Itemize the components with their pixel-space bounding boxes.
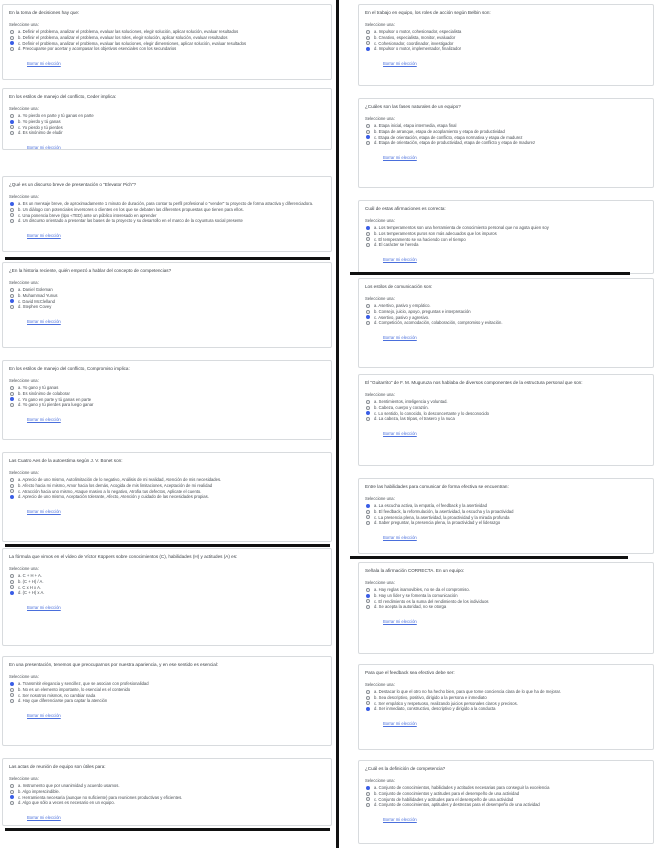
radio-unselected-icon[interactable]	[10, 386, 14, 390]
radio-unselected-icon[interactable]	[10, 801, 14, 805]
answer-option-label: b. El feedback, la reformulación, la asertividad, la escucha y la proactividad	[374, 509, 514, 514]
separator-line-3	[5, 544, 330, 547]
select-one-label: Seleccione una:	[9, 280, 39, 285]
answer-option-label: c. El temperamento se va haciendo con el tiempo	[374, 236, 466, 242]
radio-unselected-icon[interactable]	[10, 36, 14, 40]
select-one-label: Seleccione una:	[365, 496, 395, 501]
answer-option-label: d. Ser inmediato, constructivo, descriptivo y dirigido a la conducta	[374, 706, 496, 712]
radio-selected-icon[interactable]	[366, 315, 370, 319]
radio-unselected-icon[interactable]	[10, 131, 14, 135]
answer-option-label: a. Instrumento que por unanimidad y acuerdo usamos.	[18, 783, 120, 789]
answer-option-label: a. Es un mensaje breve, de aproximadamente 1 minuto de duración, para contar tu perfil profesional o "vender" tu proyecto de forma atractiva y diferenciadora.	[18, 201, 314, 207]
radio-selected-icon[interactable]	[366, 135, 370, 139]
clear-choice-link[interactable]: Borrar mi elección	[27, 318, 61, 324]
radio-unselected-icon[interactable]	[366, 515, 370, 519]
radio-selected-icon[interactable]	[366, 411, 370, 415]
answer-option-label: b. Creativo, especialista, monitor, evaluador	[374, 35, 456, 40]
radio-unselected-icon[interactable]	[366, 588, 370, 592]
question-card	[2, 656, 332, 746]
question-card	[358, 98, 654, 188]
select-one-label: Seleccione una:	[365, 218, 395, 223]
radio-unselected-icon[interactable]	[366, 310, 370, 314]
select-one-label: Seleccione una:	[365, 22, 395, 27]
select-one-label: Seleccione una:	[365, 296, 395, 301]
clear-choice-link[interactable]: Borrar mi elección	[383, 334, 417, 340]
radio-unselected-icon[interactable]	[10, 47, 14, 51]
clear-choice-link[interactable]: Borrar mi elección	[383, 720, 417, 726]
answer-option-label: c. Cohesionador, coordinador, investigador	[374, 40, 454, 46]
radio-unselected-icon[interactable]	[366, 141, 370, 145]
radio-unselected-icon[interactable]	[10, 574, 14, 578]
clear-choice-link[interactable]: Borrar mi elección	[383, 430, 417, 436]
select-one-label: Seleccione una:	[9, 470, 39, 475]
clear-choice-link[interactable]: Borrar mi elección	[27, 60, 61, 66]
radio-unselected-icon[interactable]	[366, 701, 370, 705]
radio-unselected-icon[interactable]	[366, 237, 370, 241]
answer-option-label: a. Sentimientos, inteligencia y voluntad.	[374, 399, 448, 405]
radio-unselected-icon[interactable]	[366, 400, 370, 404]
clear-choice-link[interactable]: Borrar mi elección	[383, 154, 417, 160]
answer-option-label: c. Conjunto de habilidades y actitudes para el desempeño de una actividad	[374, 796, 514, 802]
answer-option-label: c. C x H x A.	[18, 584, 42, 590]
separator-line-2	[350, 272, 630, 275]
answer-option-label: c. Ser nosotros mismos, no cambiar nada	[18, 692, 96, 698]
answer-option-label: b. Un diálogo con potenciales inversores o clientes en los que se debaten las diferentes propuestas que tienen para ellos.	[18, 207, 244, 212]
clear-choice-link[interactable]: Borrar mi elección	[27, 814, 61, 820]
radio-unselected-icon[interactable]	[366, 690, 370, 694]
select-one-label: Seleccione una:	[365, 580, 395, 585]
radio-unselected-icon[interactable]	[10, 790, 14, 794]
radio-selected-icon[interactable]	[10, 41, 14, 45]
answer-option-label: c. Una ponencia breve (tipo «TED) ante un público interesado en aprender	[18, 212, 157, 218]
question-text: ¿En la historia reciente, quién empezó a hablar del concepto de competencias?	[9, 268, 172, 273]
question-card	[358, 374, 654, 466]
radio-selected-icon[interactable]	[10, 495, 14, 499]
answer-option-label: a. Impulsor o motor, cohesionador, especialista	[374, 29, 462, 35]
answer-option[interactable]	[365, 802, 647, 808]
radio-unselected-icon[interactable]	[366, 510, 370, 514]
select-one-label: Seleccione una:	[9, 378, 39, 383]
radio-unselected-icon[interactable]	[366, 521, 370, 525]
radio-unselected-icon[interactable]	[10, 484, 14, 488]
clear-choice-link[interactable]: Borrar mi elección	[27, 712, 61, 718]
answer-option[interactable]	[365, 520, 647, 526]
answer-option-label: b. Yo pierdo y tú ganas	[18, 119, 61, 124]
question-card	[2, 360, 332, 440]
answer-option-label: a. C + H + A.	[18, 573, 42, 579]
radio-unselected-icon[interactable]	[10, 585, 14, 589]
clear-choice-link[interactable]: Borrar mi elección	[27, 232, 61, 238]
clear-choice-link[interactable]: Borrar mi elección	[27, 604, 61, 610]
answer-option-label: b. Conjunto de conocimientos y actitudes para el desempeño de una actividad	[374, 791, 520, 796]
radio-unselected-icon[interactable]	[366, 124, 370, 128]
answer-option[interactable]	[9, 130, 325, 136]
radio-unselected-icon[interactable]	[10, 288, 14, 292]
answer-option-label: d. Saber preguntar, la presencia plena, la proactividad y el liderazgo	[374, 520, 501, 526]
question-card	[358, 478, 654, 554]
question-text: Las Cuatro Aes de la autoestima según J. V. Bonet son:	[9, 458, 123, 463]
radio-selected-icon[interactable]	[366, 504, 370, 508]
clear-choice-link[interactable]: Borrar mi elección	[383, 256, 417, 262]
question-card	[358, 4, 654, 86]
answer-option-label: c. Yo gano en parte y tú ganas en parte	[18, 396, 92, 402]
answer-option-label: d. Competición, acomodación, colaboración, compromiso y evitación.	[374, 320, 503, 326]
radio-unselected-icon[interactable]	[366, 792, 370, 796]
radio-unselected-icon[interactable]	[366, 599, 370, 603]
question-card	[2, 262, 332, 348]
radio-selected-icon[interactable]	[10, 120, 14, 124]
radio-unselected-icon[interactable]	[10, 688, 14, 692]
answer-option-label: c. El rendimiento es la suma del rendimiento de los individuos	[374, 598, 489, 604]
radio-selected-icon[interactable]	[10, 202, 14, 206]
radio-selected-icon[interactable]	[10, 795, 14, 799]
answer-option-label: c. Herramienta necesaria (aunque no suficiente) para reuniones productivas y eficientes.	[18, 794, 183, 800]
question-text: ¿Cuáles son las fases naturales de un equipo?	[365, 104, 461, 109]
question-card	[2, 176, 332, 252]
question-text: Los estilos de comunicación son:	[365, 284, 433, 289]
answer-option[interactable]	[365, 140, 647, 146]
radio-unselected-icon[interactable]	[366, 30, 370, 34]
question-card	[2, 452, 332, 542]
answer-option-label: b. Algo imprescindible.	[18, 789, 60, 794]
clear-choice-link[interactable]: Borrar mi elección	[27, 508, 61, 514]
answer-option-label: d. La cabeza, las tripas, el traserо y la nuca	[374, 416, 455, 422]
question-text: En los estilos de manejo del conflicto, Ceder implica:	[9, 94, 117, 99]
answer-option-label: b. Los temperamentos puros son más adecuados que los impuros	[374, 231, 497, 236]
clear-choice-link[interactable]: Borrar mi elección	[27, 416, 61, 422]
radio-unselected-icon[interactable]	[366, 696, 370, 700]
answer-option-label: a. Yo gano y tú ganas	[18, 385, 59, 391]
answer-option-label: a. Conjunto de conocimientos, habilidades y actitudes necesarias para conseguir la excelencia	[374, 785, 550, 791]
answer-option-label: c. Ser empático y respetuoso, realizando juicios personales claros y precisos.	[374, 700, 518, 706]
column-divider	[336, 0, 339, 848]
radio-selected-icon[interactable]	[366, 594, 370, 598]
question-card	[2, 548, 332, 646]
answer-option-label: a. Daniel Goleman	[18, 287, 53, 293]
question-text: ¿Cuál es la definición de competencia?	[365, 766, 446, 771]
answer-option-label: d. Algo que sólo a veces es necesario en un equipo.	[18, 800, 115, 806]
radio-unselected-icon[interactable]	[366, 406, 370, 410]
question-text: ¿Qué es un discurso breve de presentación o "Elevator Pich"?	[9, 182, 137, 187]
answer-option-label: a. Asertivo, pasivo y empático.	[374, 303, 431, 309]
select-one-label: Seleccione una:	[9, 776, 39, 781]
answer-option-label: a. Los temperamentos son una herramienta de conocimiento personal que no agota quien soy	[374, 225, 549, 231]
radio-unselected-icon[interactable]	[10, 125, 14, 129]
answer-option-label: a. La escucha activa, la empatía, el feedback y la asertividad	[374, 503, 487, 509]
answer-option[interactable]	[365, 706, 647, 712]
answer-option-label: a. Transmitir elegancia y sencillez, que se asocian con profesionalidad	[18, 681, 149, 687]
radio-unselected-icon[interactable]	[10, 478, 14, 482]
radio-unselected-icon[interactable]	[10, 784, 14, 788]
answer-option-label: d. Aprecio de uno mismo, Aceptación tolerante, Afecto, Atención y cuidado de las necesidades propias.	[18, 494, 209, 500]
answer-option-label: b. Muhammad Yunus	[18, 293, 58, 298]
answer-option[interactable]	[365, 46, 647, 52]
question-card	[358, 200, 654, 274]
select-one-label: Seleccione una:	[365, 392, 395, 397]
answer-option-label: d. Stephen Covey	[18, 304, 52, 310]
select-one-label: Seleccione una:	[365, 116, 395, 121]
radio-unselected-icon[interactable]	[366, 417, 370, 421]
answer-option[interactable]	[9, 304, 325, 310]
answer-option[interactable]	[9, 698, 325, 704]
radio-unselected-icon[interactable]	[366, 232, 370, 236]
radio-selected-icon[interactable]	[10, 682, 14, 686]
radio-unselected-icon[interactable]	[366, 130, 370, 134]
answer-option-label: d. Conjunto de conocimientos, aptitudes y destrezas para el desempeño de una actividad	[374, 802, 540, 808]
answer-option-label: c. Atracción hacia uno mismo, Ataque masivo a lo negativo, Atrofia tus defectos, Aplicate el cuento.	[18, 488, 202, 494]
answer-option[interactable]	[9, 494, 325, 500]
select-one-label: Seleccione una:	[9, 106, 39, 111]
radio-unselected-icon[interactable]	[10, 294, 14, 298]
answer-option-label: c. Etapa de orientación, etapa de conflicto, etapa normativa y etapa de madurez	[374, 134, 523, 140]
answer-option-label: d. Preocuparse por acertar y acompasar los objetivos esenciales con los secundarios	[18, 46, 177, 52]
clear-choice-link[interactable]: Borrar mi elección	[27, 144, 61, 150]
answer-option-label: c. La presencia plena, la asertividad, la proactividad y la mirada profunda	[374, 514, 510, 520]
question-card	[2, 4, 332, 80]
radio-selected-icon[interactable]	[366, 226, 370, 230]
select-one-label: Seleccione una:	[9, 566, 39, 571]
radio-unselected-icon[interactable]	[10, 699, 14, 703]
answer-option[interactable]	[365, 242, 647, 248]
answer-option-label: c. David McClelland	[18, 298, 56, 304]
question-text: En el trabajo en equipo, los roles de acción según Belbin son:	[365, 10, 491, 15]
question-text: La fórmula que vimos en el vídeo de Víctor Küppers sobre conocimientos (C), habilidades (H) y actitudes (A) es:	[9, 554, 238, 559]
select-one-label: Seleccione una:	[9, 674, 39, 679]
radio-unselected-icon[interactable]	[10, 219, 14, 223]
radio-selected-icon[interactable]	[10, 299, 14, 303]
answer-option-label: d. (C + H) x A.	[18, 590, 45, 596]
answer-option-label: a. Yo pierdo en parte y tú ganas en parte	[18, 113, 94, 119]
question-card	[358, 278, 654, 368]
answer-option[interactable]	[365, 604, 647, 610]
radio-unselected-icon[interactable]	[366, 797, 370, 801]
answer-option-label: a. Destacar lo que el otro no ha hecho bien, para que tome conciencia clara de lo que ha de mejorar.	[374, 689, 561, 695]
answer-option-label: a. Definir el problema, analizar el problema, evaluar las soluciones, elegir solución, aplicar solución, evaluar resultados	[18, 29, 239, 35]
radio-unselected-icon[interactable]	[10, 489, 14, 493]
answer-option-label: b. Consejo, juicio, apoyo, preguntas e interpretación	[374, 309, 471, 314]
question-text: Entre las habilidades para comunicar de forma efectiva se encuentran:	[365, 484, 509, 489]
answer-option[interactable]	[365, 416, 647, 422]
answer-option-label: d. Yo gano y tú pierdes para luego ganar	[18, 402, 94, 408]
question-card	[358, 760, 654, 844]
answer-option[interactable]	[9, 218, 325, 224]
separator-line-4	[350, 556, 628, 559]
answer-option-label: c. Lo sentido, lo conocido, lo desconcertante y lo desconocido	[374, 410, 489, 416]
clear-choice-link[interactable]: Borrar mi elección	[383, 618, 417, 624]
radio-unselected-icon[interactable]	[366, 36, 370, 40]
answer-option-label: b. Es sinónimo de colaborar	[18, 391, 70, 396]
question-card	[358, 562, 654, 654]
question-text: En una presentación, tenemos que preocuparnos por nuestra apariencia, y en ese sentido es esencial:	[9, 662, 219, 667]
answer-option-label: a. Hay reglas inamovibles, no se da el compromiso.	[374, 587, 470, 593]
answer-option-label: d. Un discurso orientado a presentar las bases de tu proyecto y su desarrollo en el marco de la coyuntura social presente	[18, 218, 243, 224]
radio-selected-icon[interactable]	[366, 707, 370, 711]
radio-unselected-icon[interactable]	[10, 114, 14, 118]
question-card	[358, 664, 654, 750]
answer-option-label: b. Definir el problema, analizar el problema, evaluar los roles, elegir solución, aplicar solución, evaluar resultados	[18, 35, 228, 40]
answer-option-label: b. Hay un líder y se fomenta la comunicación	[374, 593, 458, 598]
radio-unselected-icon[interactable]	[366, 321, 370, 325]
answer-option-label: d. Impulsor o motor, implementador, finalizador	[374, 46, 462, 52]
select-one-label: Seleccione una:	[365, 778, 395, 783]
radio-selected-icon[interactable]	[10, 591, 14, 595]
question-text: El "Guitarrito" de F. M. Muguruza nos hablaba de diversos componentes de la estructura personal que son:	[365, 380, 583, 385]
radio-unselected-icon[interactable]	[10, 30, 14, 34]
select-one-label: Seleccione una:	[365, 682, 395, 687]
question-text: Para que el feedback sea efectivo debe ser:	[365, 670, 455, 675]
radio-unselected-icon[interactable]	[10, 693, 14, 697]
answer-option-label: a. Etapa inicial, etapa intermedia, etapa final	[374, 123, 457, 129]
answer-option-label: b. Sea descriptivo, positivo, dirigido a la persona e inmediato	[374, 695, 487, 700]
select-one-label: Seleccione una:	[9, 22, 39, 27]
question-text: Cuál de estas afirmaciones es correcta:	[365, 206, 446, 211]
answer-option-label: b. Etapa de arranque, etapa de acoplamiento y etapa de productividad	[374, 129, 505, 134]
question-card	[2, 88, 332, 150]
radio-selected-icon[interactable]	[366, 47, 370, 51]
answer-option[interactable]	[365, 320, 647, 326]
answer-option-label: d. Hay que diferenciarse para captar la atención	[18, 698, 108, 704]
radio-unselected-icon[interactable]	[366, 243, 370, 247]
question-text: En la toma de decisiones hay que:	[9, 10, 80, 15]
answer-option-label: c. Asertivo, pasivo y agresivo.	[374, 314, 430, 320]
answer-option-label: d. El carácter se hereda	[374, 242, 419, 248]
radio-unselected-icon[interactable]	[366, 803, 370, 807]
radio-unselected-icon[interactable]	[366, 41, 370, 45]
radio-unselected-icon[interactable]	[366, 304, 370, 308]
answer-option-label: b. (C + H) / A.	[18, 579, 44, 584]
radio-unselected-icon[interactable]	[10, 403, 14, 407]
answer-option[interactable]	[9, 402, 325, 408]
radio-unselected-icon[interactable]	[10, 392, 14, 396]
clear-choice-link[interactable]: Borrar mi elección	[383, 60, 417, 66]
answer-option-label: b. Afecto hacia mi mismo, Amor hacia los demás, Acogida de mis limitaciones, Aceptación de mi realidad	[18, 483, 213, 488]
radio-unselected-icon[interactable]	[10, 580, 14, 584]
answer-option-label: d. Etapa de orientación, etapa de productividad, etapa de conflicto y etapa de madurez	[374, 140, 536, 146]
answer-option-label: b. Cabeza, cuerpo y corazón.	[374, 405, 429, 410]
answer-option-label: c. Definir el problema, analizar el problema, evaluar las soluciones, elegir dimensiones, aplicar solución, evaluar resultados	[18, 40, 247, 46]
question-text: Señala la afirmación CORRECTA. En un equipo:	[365, 568, 465, 573]
answer-option-label: c. Yo pierdo y tú pierdes	[18, 124, 63, 130]
radio-unselected-icon[interactable]	[10, 305, 14, 309]
separator-line-5	[5, 828, 330, 831]
answer-option[interactable]	[9, 800, 325, 806]
select-one-label: Seleccione una:	[9, 194, 39, 199]
answer-option[interactable]	[9, 590, 325, 596]
clear-choice-link[interactable]: Borrar mi elección	[383, 816, 417, 822]
clear-choice-link[interactable]: Borrar mi elección	[383, 534, 417, 540]
answer-option-label: d. Es sinónimo de eludir	[18, 130, 63, 136]
answer-option-label: d. Se acepta la autoridad, no se otorga	[374, 604, 447, 610]
radio-unselected-icon[interactable]	[10, 208, 14, 212]
separator-line-1	[5, 257, 330, 260]
radio-selected-icon[interactable]	[10, 397, 14, 401]
answer-option-label: a. Aprecio de uno mismo, Autolimitación de lo negativo, Análisis de mi realidad, Atención de mis necesidades.	[18, 477, 222, 483]
question-card	[2, 758, 332, 826]
answer-option[interactable]	[9, 46, 325, 52]
question-text: Las actas de reunión de equipo son útiles para:	[9, 764, 106, 769]
radio-selected-icon[interactable]	[366, 786, 370, 790]
radio-unselected-icon[interactable]	[366, 605, 370, 609]
answer-option-label: b. No es un elemento importante, lo esencial es el contenido	[18, 687, 131, 692]
radio-unselected-icon[interactable]	[10, 213, 14, 217]
question-text: En los estilos de manejo del conflicto, Compromiso implica:	[9, 366, 130, 371]
